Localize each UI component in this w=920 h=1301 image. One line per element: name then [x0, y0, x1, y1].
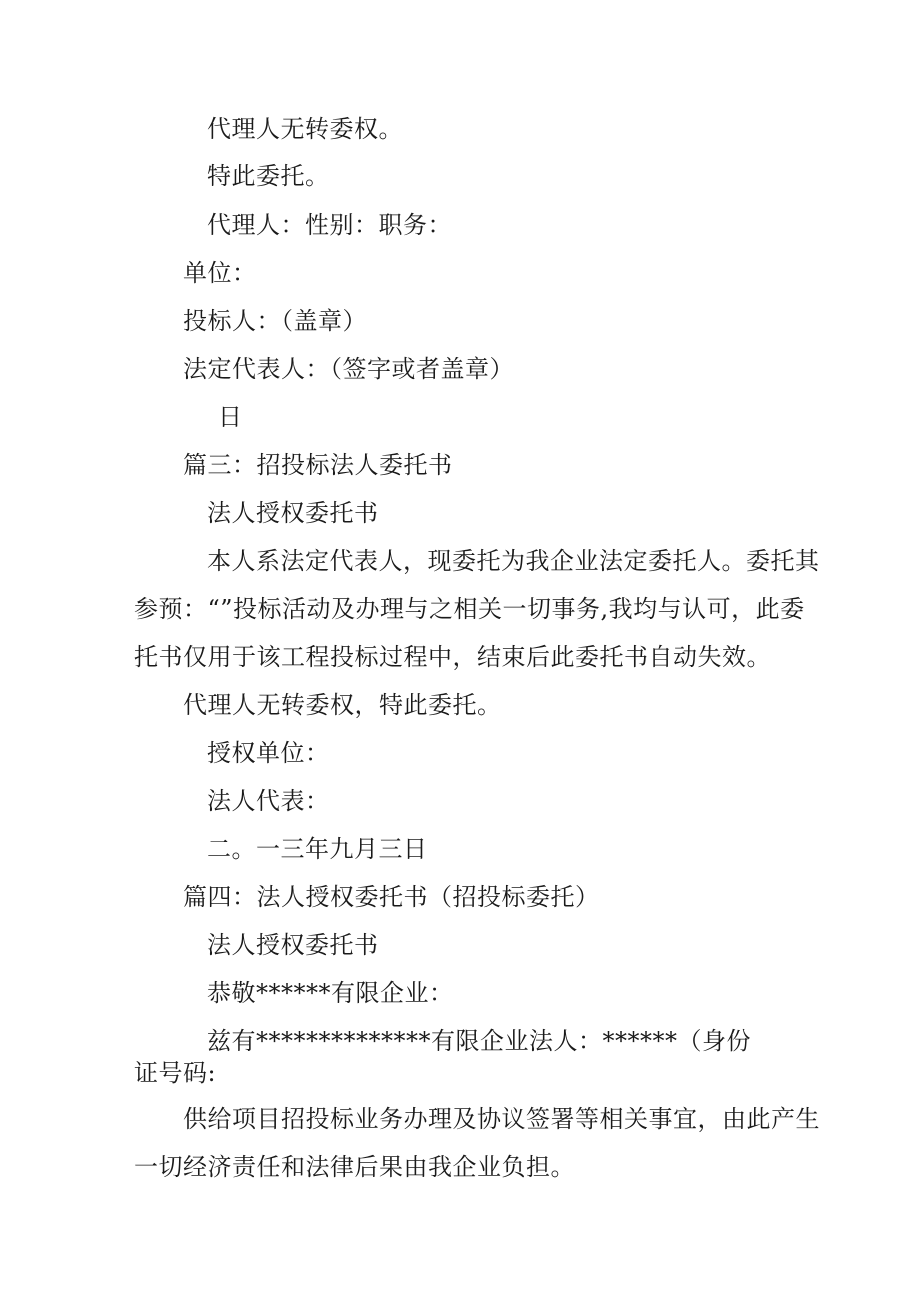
text-line-day: 日 — [218, 403, 243, 431]
paragraph-line: 证号码: — [134, 1059, 217, 1087]
section-heading-part-four: 篇四：法人授权委托书（招投标委托） — [183, 883, 600, 911]
text-line-legal-rep-sign: 法定代表人：（签字或者盖章） — [183, 355, 514, 383]
paragraph-line: 参预：“”投标活动及办理与之相关一切事务,我均与认可，此委 — [134, 595, 805, 623]
paragraph-line: 兹有**************有限企业法人：******（身份 — [207, 1027, 751, 1055]
paragraph-line: 托书仅用于该工程投标过程中，结束后此委托书自动失效。 — [134, 643, 771, 671]
text-line-legal-representative: 法人代表： — [207, 787, 330, 815]
paragraph-line: 本人系法定代表人，现委托为我企业法定委托人。委托其 — [207, 547, 820, 575]
text-line-proxy-no-transfer: 代理人无转委权。 — [207, 115, 403, 143]
document-subtitle: 法人授权委托书 — [207, 931, 379, 959]
text-line-unit: 单位： — [183, 259, 257, 287]
text-line-date: 二。一三年九月三日 — [207, 835, 428, 863]
text-line-bidder-seal: 投标人：（盖章） — [183, 307, 367, 335]
section-heading-part-three: 篇三：招投标法人委托书 — [183, 451, 453, 479]
text-line-hereby-entrust: 特此委托。 — [207, 162, 330, 190]
text-line-proxy-no-transfer-2: 代理人无转委权，特此委托。 — [183, 691, 502, 719]
text-line-salutation: 恭敬******有限企业： — [207, 979, 454, 1007]
text-line-authorizing-unit: 授权单位： — [207, 739, 330, 767]
paragraph-line: 供给项目招投标业务办理及协议签署等相关事宜，由此产生 — [183, 1105, 820, 1133]
document-subtitle: 法人授权委托书 — [207, 499, 379, 527]
paragraph-line: 一切经济责任和法律后果由我企业负担。 — [134, 1153, 575, 1181]
text-line-proxy-fields: 代理人：性别：职务： — [207, 211, 452, 239]
